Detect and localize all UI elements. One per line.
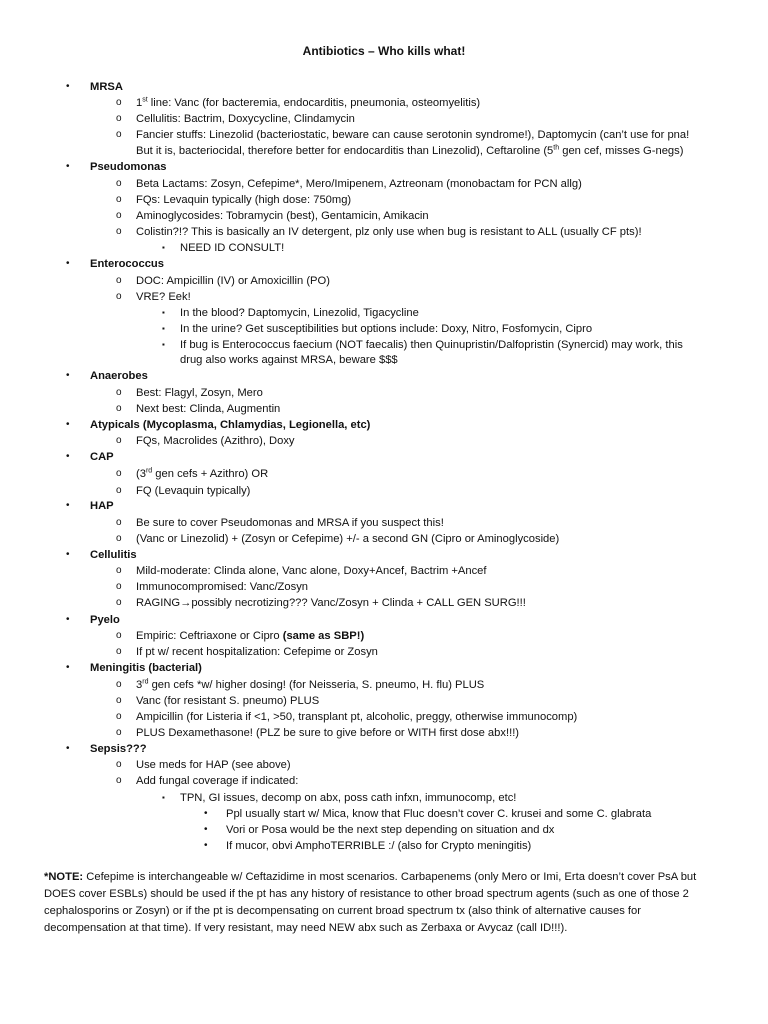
bullet-icon: •	[66, 614, 70, 625]
pseudomonas-line-3: Aminoglycosides: Tobramycin (best), Gentamicin, Amikacin	[136, 210, 429, 222]
pseudomonas-line-2: FQs: Levaquin typically (high dose: 750mg)	[136, 194, 352, 206]
mrsa-line-3-cont: But it is, bacteriocidal, therefore better for endocarditis than Linezolid), Ceftaroline (5th gen cef, misses G-negs)	[136, 144, 684, 157]
cellulitis-line-2: Immunocompromised: Vanc/Zosyn	[136, 581, 309, 593]
sepsis-subsub-3: If mucor, obvi AmphoTERRIBLE :/ (also for Crypto meningitis)	[226, 840, 532, 852]
enterococcus-sub-3: If bug is Enterococcus faecium (NOT faecalis) then Quinupristin/Dalfopristin (Synercid) may work, this	[180, 339, 683, 351]
sepsis-line-1: Use meds for HAP (see above)	[136, 759, 291, 771]
circle-bullet-icon: o	[116, 178, 122, 189]
cellulitis-line-1: Mild-moderate: Clinda alone, Vanc alone, Doxy+Ancef, Bactrim +Ancef	[136, 565, 487, 577]
circle-bullet-icon: o	[116, 711, 122, 722]
circle-bullet-icon: o	[116, 517, 122, 528]
bullet-icon: •	[66, 662, 70, 673]
circle-bullet-icon: o	[116, 113, 122, 124]
footnote	[44, 869, 724, 937]
circle-bullet-icon: o	[116, 646, 122, 657]
square-bullet-icon: ▪	[162, 324, 165, 333]
circle-bullet-icon: o	[116, 97, 122, 108]
heading-hap: HAP	[90, 500, 114, 512]
cap-line-1: (3rd gen cefs + Azithro) OR	[136, 467, 269, 480]
sepsis-subsub-1: Ppl usually start w/ Mica, know that Fluc doesn’t cover C. krusei and some C. glabrata	[226, 808, 652, 820]
circle-bullet-icon: o	[116, 533, 122, 544]
cap-line-2: FQ (Levaquin typically)	[136, 485, 251, 497]
bullet-icon: •	[204, 840, 208, 851]
bullet-icon: •	[66, 743, 70, 754]
circle-bullet-icon: o	[116, 468, 122, 479]
circle-bullet-icon: o	[116, 630, 122, 641]
sepsis-line-2: Add fungal coverage if indicated:	[136, 775, 299, 787]
meningitis-line-4: PLUS Dexamethasone! (PLZ be sure to give before or WITH first dose abx!!!)	[136, 727, 520, 739]
circle-bullet-icon: o	[116, 565, 122, 576]
square-bullet-icon: ▪	[162, 793, 165, 802]
pseudomonas-line-1: Beta Lactams: Zosyn, Cefepime*, Mero/Imipenem, Aztreonam (monobactam for PCN allg)	[136, 178, 582, 190]
anaerobes-line-1: Best: Flagyl, Zosyn, Mero	[136, 387, 263, 399]
circle-bullet-icon: o	[116, 597, 122, 608]
bullet-icon: •	[66, 161, 70, 172]
heading-sepsis: Sepsis???	[90, 743, 147, 755]
hap-line-2: (Vanc or Linezolid) + (Zosyn or Cefepime) +/- a second GN (Cipro or Aminoglycoside)	[136, 533, 560, 545]
circle-bullet-icon: o	[116, 403, 122, 414]
meningitis-line-1: 3rd gen cefs *w/ higher dosing! (for Neisseria, S. pneumo, H. flu) PLUS	[136, 678, 485, 691]
mrsa-line-2: Cellulitis: Bactrim, Doxycycline, Clindamycin	[136, 113, 355, 125]
circle-bullet-icon: o	[116, 727, 122, 738]
heading-cap: CAP	[90, 451, 114, 463]
heading-enterococcus: Enterococcus	[90, 258, 164, 270]
enterococcus-sub-1: In the blood? Daptomycin, Linezolid, Tigacycline	[180, 307, 419, 319]
circle-bullet-icon: o	[116, 291, 122, 302]
heading-anaerobes: Anaerobes	[90, 370, 148, 382]
square-bullet-icon: ▪	[162, 340, 165, 349]
circle-bullet-icon: o	[116, 695, 122, 706]
meningitis-line-2: Vanc (for resistant S. pneumo) PLUS	[136, 695, 320, 707]
circle-bullet-icon: o	[116, 210, 122, 221]
enterococcus-sub-2: In the urine? Get susceptibilities but options include: Doxy, Nitro, Fosfomycin, Cipro	[180, 323, 593, 335]
bullet-icon: •	[204, 824, 208, 835]
heading-pyelo: Pyelo	[90, 614, 120, 626]
pseudomonas-line-4: Colistin?!? This is basically an IV detergent, plz only use when bug is resistant to ALL (usually CF pts)!	[136, 226, 642, 238]
mrsa-line-3: Fancier stuffs: Linezolid (bacteriostatic, beware can cause serotonin syndrome!), Daptomycin (can’t use for pna!	[136, 129, 690, 141]
sepsis-subsub-2: Vori or Posa would be the next step depending on situation and dx	[226, 824, 555, 836]
pyelo-line-2: If pt w/ recent hospitalization: Cefepime or Zosyn	[136, 646, 378, 658]
bullet-icon: •	[66, 81, 70, 92]
circle-bullet-icon: o	[116, 194, 122, 205]
mrsa-line-1: 1st line: Vanc (for bacteremia, endocarditis, pneumonia, osteomyelitis)	[136, 96, 481, 109]
arrow-right-icon: →	[180, 597, 192, 609]
circle-bullet-icon: o	[116, 387, 122, 398]
heading-mrsa: MRSA	[90, 81, 123, 93]
cellulitis-line-3: RAGING→possibly necrotizing??? Vanc/Zosyn + Clinda + CALL GEN SURG!!!	[136, 597, 526, 609]
bullet-icon: •	[204, 808, 208, 819]
pseudomonas-sub-1: NEED ID CONSULT!	[180, 242, 285, 254]
pyelo-line-1: Empiric: Ceftriaxone or Cipro (same as SBP!)	[136, 630, 365, 642]
bullet-icon: •	[66, 500, 70, 511]
enterococcus-line-2: VRE? Eek!	[136, 291, 191, 303]
atypicals-line-1: FQs, Macrolides (Azithro), Doxy	[136, 435, 295, 447]
enterococcus-line-1: DOC: Ampicillin (IV) or Amoxicillin (PO)	[136, 275, 330, 287]
square-bullet-icon: ▪	[162, 243, 165, 252]
sepsis-sub-1: TPN, GI issues, decomp on abx, poss cath infxn, immunocomp, etc!	[180, 792, 517, 804]
hap-line-1: Be sure to cover Pseudomonas and MRSA if you suspect this!	[136, 517, 444, 529]
circle-bullet-icon: o	[116, 435, 122, 446]
heading-meningitis: Meningitis (bacterial)	[90, 662, 202, 674]
bullet-icon: •	[66, 549, 70, 560]
heading-pseudomonas: Pseudomonas	[90, 161, 167, 173]
bullet-icon: •	[66, 451, 70, 462]
document-title: Antibiotics – Who kills what!	[302, 44, 466, 58]
circle-bullet-icon: o	[116, 129, 122, 140]
circle-bullet-icon: o	[116, 679, 122, 690]
bullet-icon: •	[66, 419, 70, 430]
bullet-icon: •	[66, 258, 70, 269]
note-label: *NOTE:	[44, 871, 84, 883]
square-bullet-icon: ▪	[162, 308, 165, 317]
circle-bullet-icon: o	[116, 581, 122, 592]
meningitis-line-3: Ampicillin (for Listeria if <1, >50, transplant pt, alcoholic, preggy, otherwise immunocomp)	[136, 711, 578, 723]
anaerobes-line-2: Next best: Clinda, Augmentin	[136, 403, 281, 415]
circle-bullet-icon: o	[116, 226, 122, 237]
circle-bullet-icon: o	[116, 759, 122, 770]
note-text: Cefepime is interchangeable w/ Ceftazidime in most scenarios. Carbapenems (only Mero or Imi, Erta doesn’t cover PsA but DOES cover ESBLs) should be used if the pt has any history of resistance to other broad spectrum agents (such as one of those 2 cephalosporins or Zosyn) or if the pt is decompensating on current broad spectrum tx (also think of alternative causes for decompensation at that time). If very resistant, may need NEW abx such as Zerbaxa or Avycaz (call ID!!!).	[44, 871, 697, 934]
bullet-icon: •	[66, 370, 70, 381]
circle-bullet-icon: o	[116, 775, 122, 786]
circle-bullet-icon: o	[116, 485, 122, 496]
heading-cellulitis: Cellulitis	[90, 549, 137, 561]
circle-bullet-icon: o	[116, 275, 122, 286]
heading-atypicals: Atypicals (Mycoplasma, Chlamydias, Legionella, etc)	[90, 419, 371, 431]
enterococcus-sub-3-cont: drug also works against MRSA, beware $$$	[180, 354, 398, 366]
